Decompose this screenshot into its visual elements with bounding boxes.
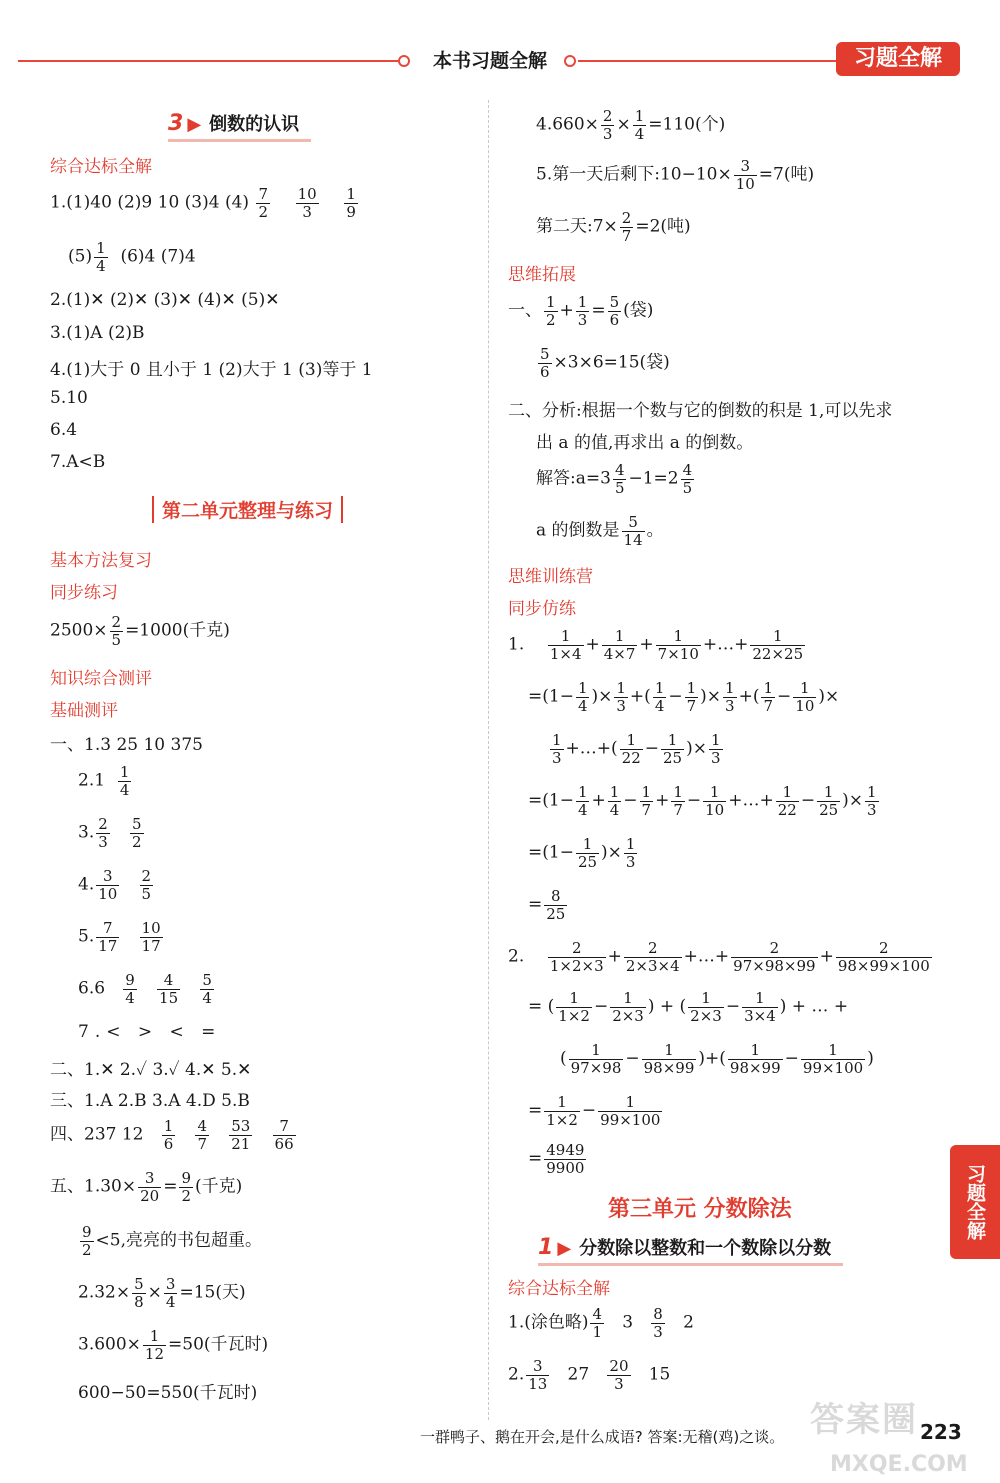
answer-line: 6.6 $\frac{9}{4}$ $\frac{4}{15}$ $\frac{5}{4}$ — [78, 971, 212, 1007]
section-label: 基本方法复习 — [50, 551, 152, 571]
equation-line: 2. $\frac{2}{1\times 2\times 3}$ + $\frac{2}{2\times 3\times 4}$ +…+ $\frac{2}{97\times 98\times 99}$ + $\frac{2}{98\times 99\times 100}$ — [508, 939, 930, 975]
answer-line: 3.(1)A (2)B — [50, 323, 145, 343]
side-tab: 习题全解 — [950, 1145, 1000, 1259]
answer-line: 四、237 12 $\frac{1}{6}$ $\frac{4}{7}$ $\frac{53}{21}$ $\frac{7}{66}$ — [50, 1117, 294, 1153]
section-label: 思维拓展 — [508, 265, 576, 285]
header-title: 本书习题全解 — [432, 50, 547, 72]
section-label: 思维训练营 — [508, 567, 593, 587]
answer-line: 5.第一天后剩下:10−10× $\frac{3}{10}$ =7(吨) — [536, 157, 815, 193]
header-badge: 习题全解 — [836, 42, 960, 76]
answer-line: 出 a 的值,再求出 a 的倒数。 — [536, 433, 754, 453]
lesson-heading — [168, 110, 299, 136]
answer-line: 解答:a=3 $\frac{4}{5}$ −1=2 $\frac{4}{5}$ — [536, 461, 693, 497]
answer-line: 3. $\frac{2}{3}$ $\frac{5}{2}$ — [78, 815, 142, 851]
section-label: 同步练习 — [50, 583, 118, 603]
triangle-icon: ▶ — [187, 114, 202, 135]
page-number: 223 — [920, 1420, 962, 1444]
answer-line: 600−50=550(千瓦时) — [78, 1383, 258, 1403]
answer-line: $\frac{9}{2}$ <5,亮亮的书包超重。 — [82, 1223, 263, 1259]
triangle-icon: ▶ — [557, 1238, 572, 1259]
lesson-title: 倒数的认识 — [209, 114, 300, 135]
equation-line: = $\frac{1}{1\times 2}$ − $\frac{1}{99\times 100}$ — [528, 1093, 661, 1129]
footer-riddle: 一群鸭子、鹅在开会,是什么成语? 答案:无稽(鸡)之谈。 — [420, 1428, 785, 1446]
unit-heading: 第二单元整理与练习 — [152, 496, 343, 523]
equation-line: =(1− $\frac{1}{25}$ )× $\frac{1}{3}$ — [528, 835, 636, 871]
answer-line: 7.A<B — [50, 452, 106, 472]
header-rule-right — [578, 60, 836, 62]
unit-heading: 第三单元 分数除法 — [608, 1197, 792, 1222]
lesson-number: 3 — [168, 111, 184, 136]
equation-line: ( $\frac{1}{97\times 98}$ − $\frac{1}{98\times 99}$ )+( $\frac{1}{98\times 99}$ − $\frac{1}{99\times 100}$ ) — [560, 1041, 874, 1077]
answer-line: 2500× $\frac{2}{5}$ =1000(千克) — [50, 613, 230, 649]
lesson-number: 1 — [538, 1235, 554, 1260]
lesson-underline — [538, 1263, 843, 1266]
watermark-url: MXQE.COM — [830, 1452, 968, 1477]
answer-line: 二、分析:根据一个数与它的倒数的积是 1,可以先求 — [508, 401, 893, 421]
equation-line: =(1− $\frac{1}{4}$ + $\frac{1}{4}$ − $\frac{1}{7}$ + $\frac{1}{7}$ − $\frac{1}{10}$ +…+ $\frac{1}{22}$ − $\frac{1}{25}$ )× $\frac{1}{3}$ — [528, 783, 877, 819]
answer-line: 1.(1)40 (2)9 10 (3)4 (4) $\frac{7}{2}$ $\frac{10}{3}$ $\frac{1}{9}$ — [50, 185, 356, 221]
watermark: 答案圈 — [810, 1400, 918, 1440]
answer-line: 一、 $\frac{1}{2}$ + $\frac{1}{3}$ = $\frac{5}{6}$ (袋) — [508, 293, 654, 329]
answer-line: 2.1 $\frac{1}{4}$ — [78, 763, 130, 799]
answer-line: 4. $\frac{3}{10}$ $\frac{2}{5}$ — [78, 867, 152, 903]
answer-line: 五、1.30× $\frac{3}{20}$ = $\frac{9}{2}$ (千克) — [50, 1169, 243, 1205]
answer-line: 2.32× $\frac{5}{8}$ × $\frac{3}{4}$ =15(天) — [78, 1275, 246, 1311]
answer-line: 三、1.A 2.B 3.A 4.D 5.B — [50, 1091, 250, 1111]
section-label: 基础测评 — [50, 701, 118, 721]
equation-line: 1. $\frac{1}{1\times 4}$ + $\frac{1}{4\times 7}$ + $\frac{1}{7\times 10}$ +…+ $\frac{1}{22\times 25}$ — [508, 627, 804, 663]
header-dot-right — [564, 55, 576, 67]
answer-line: 2. $\frac{3}{13}$ 27 $\frac{20}{3}$ 15 — [508, 1357, 671, 1393]
answer-line: a 的倒数是 $\frac{5}{14}$ 。 — [536, 513, 664, 549]
answer-line: 3.600× $\frac{1}{12}$ =50(千瓦时) — [78, 1327, 269, 1363]
answer-line: 4.660× $\frac{2}{3}$ × $\frac{1}{4}$ =110(个) — [536, 107, 726, 143]
lesson-title: 分数除以整数和一个数除以分数 — [579, 1238, 832, 1259]
answer-line: $\frac{5}{6}$ ×3×6=15(袋) — [540, 345, 670, 381]
lesson-heading — [538, 1234, 831, 1260]
answer-line: 4.(1)大于 0 且小于 1 (2)大于 1 (3)等于 1 — [50, 360, 373, 380]
section-label: 知识综合测评 — [50, 669, 152, 689]
answer-line: 1.(涂色略) $\frac{4}{1}$ 3 $\frac{8}{3}$ 2 — [508, 1305, 694, 1341]
equation-line: $\frac{1}{3}$ +…+( $\frac{1}{22}$ − $\frac{1}{25}$ )× $\frac{1}{3}$ — [552, 731, 721, 767]
equation-line: = $\frac{4949}{9900}$ — [528, 1141, 585, 1177]
answer-line: 二、1.✕ 2.✓ 3.✓ 4.✕ 5.✕ — [50, 1060, 252, 1080]
equation-line: =(1− $\frac{1}{4}$ )× $\frac{1}{3}$ +( $\frac{1}{4}$ − $\frac{1}{7}$ )× $\frac{1}{3}$ +( $\frac{1}{7}$ − $\frac{1}{10}$ )× — [528, 679, 840, 715]
answer-line: 6.4 — [50, 420, 78, 440]
section-label: 同步仿练 — [508, 599, 576, 619]
answer-line: 5. $\frac{7}{17}$ $\frac{10}{17}$ — [78, 919, 161, 955]
answer-line: (5) $\frac{1}{4}$ (6)4 (7)4 — [68, 239, 196, 275]
lesson-underline — [168, 139, 311, 142]
answer-line: 5.10 — [50, 388, 88, 408]
answer-line: 第二天:7× $\frac{2}{7}$ =2(吨) — [536, 209, 691, 245]
answer-line: 一、1.3 25 10 375 — [50, 735, 203, 755]
section-label: 综合达标全解 — [508, 1279, 610, 1299]
column-divider — [488, 100, 489, 1420]
equation-line: = $\frac{8}{25}$ — [528, 887, 566, 923]
answer-line: 2.(1)✕ (2)✕ (3)✕ (4)✕ (5)✕ — [50, 290, 280, 310]
equation-line: = ( $\frac{1}{1\times 2}$ − $\frac{1}{2\times 3}$ ) + ( $\frac{1}{2\times 3}$ − $\frac{1}{3\times 4}$ ) + … + — [528, 989, 849, 1025]
section-label: 综合达标全解 — [50, 157, 152, 177]
answer-line: 7.< > < = — [78, 1022, 222, 1042]
